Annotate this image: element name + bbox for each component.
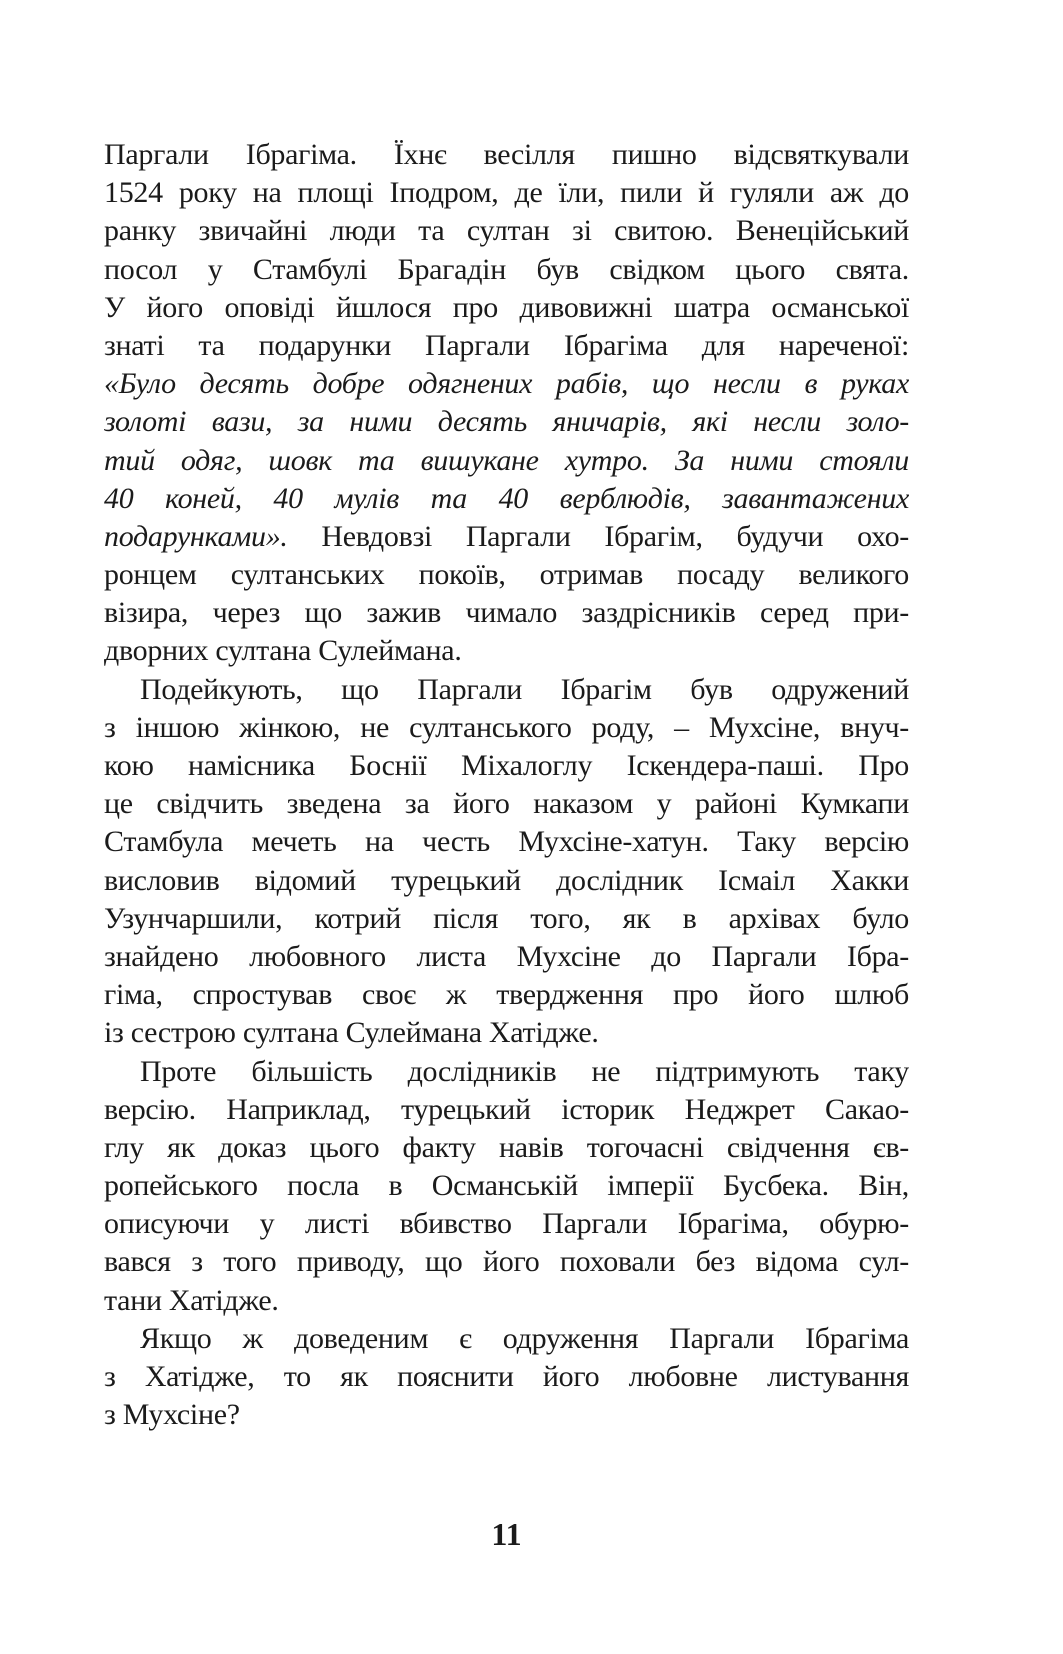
text-run: це свідчить зведена за його наказом у районі Кумкапи	[104, 787, 909, 821]
text-line	[104, 403, 909, 441]
text-run: глу як доказ цього факту навів тогочасні свідчення єв-	[104, 1130, 909, 1164]
quote-text-run: золоті вази, за ними десять яничарів, які несли золо-	[104, 405, 909, 439]
text-line	[104, 1320, 909, 1358]
text-run: знайдено любовного листа Мухсіне до Паргали Ібра-	[104, 939, 909, 973]
text-run: ранку звичайні люди та султан зі свитою. Венеційський	[104, 214, 909, 248]
text-run: кою намісника Боснії Міхалоглу Іскендера-паші. Про	[104, 749, 909, 782]
quote-text-run: тий одяг, шовк та вишукане хутро. За ними стояли	[104, 443, 909, 477]
text-run: Узунчаршили, котрий після того, як в архівах було	[104, 901, 909, 935]
text-line	[104, 1167, 909, 1205]
text-line	[104, 1129, 909, 1167]
text-run: 1524 року на площі Іподром, де їли, пили й гуляли аж до	[104, 176, 909, 210]
text-run: Подейкують, що Паргали Ібрагім був одружений	[140, 672, 909, 706]
text-run: описуючи у листі вбивство Паргали Ібрагіма, обурю-	[104, 1207, 909, 1241]
text-line	[104, 785, 909, 823]
text-run: версію. Наприклад, турецький історик Неджрет Сакао-	[104, 1092, 909, 1126]
text-line	[104, 1205, 909, 1243]
quote-text-run: подарунками».	[104, 519, 288, 553]
text-run: вався з того приводу, що його поховали без відома сул-	[104, 1245, 909, 1279]
text-line	[104, 709, 909, 747]
text-block	[104, 136, 909, 1434]
text-line	[104, 632, 909, 670]
text-run: з іншою жінкою, не султанського роду, – Мухсіне, внуч-	[104, 710, 909, 744]
text-run: ронцем султанських покоїв, отримав посаду великого	[104, 558, 909, 592]
text-line	[104, 1053, 909, 1091]
text-run: гіма, спростував своє ж твердження про його шлюб	[104, 978, 909, 1012]
text-line	[104, 365, 909, 403]
text-line	[104, 1014, 909, 1052]
text-run: знаті та подарунки Паргали Ібрагіма для нареченої:	[104, 328, 909, 362]
page-number: 11	[491, 1516, 522, 1552]
text-line	[104, 1358, 909, 1396]
text-line	[104, 212, 909, 250]
quote-text-run: 40 коней, 40 мулів та 40 верблюдів, завантажених	[104, 481, 909, 515]
text-line	[104, 594, 909, 632]
text-line	[104, 1243, 909, 1281]
text-line	[104, 900, 909, 938]
text-run: з Мухсіне?	[104, 1398, 240, 1432]
text-line	[104, 862, 909, 900]
text-run: Стамбула мечеть на честь Мухсіне-хатун. Таку версію	[104, 825, 909, 859]
quote-text-run: «Було десять добре одягнених рабів, що несли в руках	[104, 367, 909, 401]
text-line	[104, 289, 909, 327]
text-line	[104, 480, 909, 518]
text-line	[104, 1091, 909, 1129]
text-run: Паргали Ібрагіма. Їхнє весілля пишно відсвяткували	[104, 138, 909, 171]
text-run: із сестрою султана Сулеймана Хатідже.	[104, 1016, 599, 1050]
text-line	[104, 1282, 909, 1320]
text-run: тани Хатідже.	[104, 1283, 279, 1317]
text-line	[104, 556, 909, 594]
text-run: висловив відомий турецький дослідник Ісмаіл Хакки	[104, 863, 909, 897]
text-run: Невдовзі Паргали Ібрагім, будучи охо-	[287, 519, 909, 553]
text-run: Якщо ж доведеним є одруження Паргали Ібрагіма	[140, 1321, 909, 1355]
text-line	[104, 976, 909, 1014]
text-run: Проте більшість дослідників не підтримують таку	[140, 1054, 909, 1088]
text-line	[104, 938, 909, 976]
text-run: візира, через що зажив чимало заздрісників серед при-	[104, 596, 909, 630]
text-run: посол у Стамбулі Брагадін був свідком цього свята.	[104, 252, 909, 286]
text-run: з Хатідже, то як пояснити його любовне листування	[104, 1360, 909, 1393]
text-line	[104, 174, 909, 212]
text-line	[104, 518, 909, 556]
text-run: ропейського посла в Османській імперії Бусбека. Він,	[104, 1169, 909, 1203]
text-line	[104, 136, 909, 174]
text-line	[104, 823, 909, 861]
text-line	[104, 251, 909, 289]
text-line	[104, 671, 909, 709]
text-run: У його оповіді йшлося про дивовижні шатра османської	[104, 290, 909, 324]
text-line	[104, 1396, 909, 1434]
text-line	[104, 747, 909, 785]
text-line	[104, 327, 909, 365]
text-run: дворних султана Сулеймана.	[104, 634, 462, 668]
text-line	[104, 442, 909, 480]
